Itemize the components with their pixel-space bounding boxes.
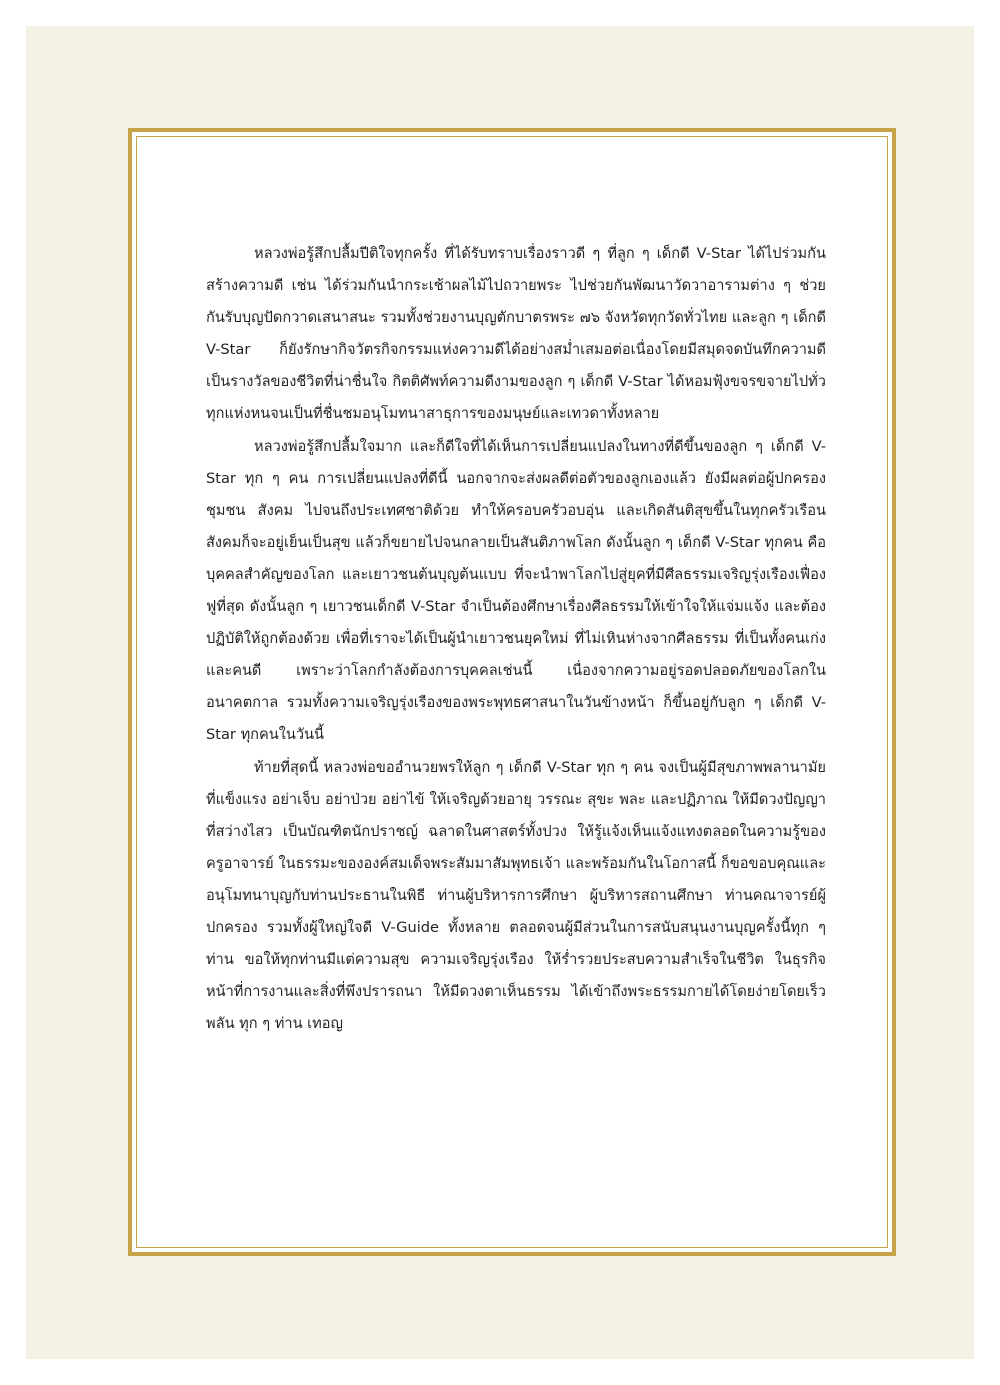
paragraph-3: ท้ายที่สุดนี้ หลวงพ่อขออำนวยพรให้ลูก ๆ เด็กดี V-Star ทุก ๆ คน จงเป็นผู้มีสุขภาพพลานามัยที่แข็งแรง อย่าเจ็บ อย่าป่วย อย่าไข้ ให้เจริญด้วยอายุ วรรณะ สุขะ พละ และปฏิภาณ ให้มีดวงปัญญาที่สว่างไสว เป็นบัณฑิตนักปราชญ์ ฉลาดในศาสตร์ทั้งปวง ให้รู้แจ้งเห็นแจ้งแทงตลอดในความรู้ของครูอาจารย์ ในธรรมะขององค์สมเด็จพระสัมมาสัมพุทธเจ้า และพร้อมกันในโอกาสนี้ ก็ขอขอบคุณและอนุโมทนาบุญกับท่านประธานในพิธี ท่านผู้บริหารการศึกษา ผู้บริหารสถานศึกษา ท่านคณาจารย์ผู้ปกครอง รวมทั้งผู้ใหญ่ใจดี V-Guide ทั้งหลาย ตลอดจนผู้มีส่วนในการสนับสนุนงานบุญครั้งนี้ทุก ๆ ท่าน ขอให้ทุกท่านมีแต่ความสุข ความเจริญรุ่งเรือง ให้ร่ำรวยประสบความสำเร็จในชีวิต ในธุรกิจหน้าที่การงานและสิ่งที่พึงปรารถนา ให้มีดวงตาเห็นธรรม ได้เข้าถึงพระธรรมกายได้โดยง่ายโดยเร็วพลัน ทุก ๆ ท่าน เทอญ	[206, 758, 826, 1033]
paragraph-1: หลวงพ่อรู้สึกปลื้มปีติใจทุกครั้ง ที่ได้รับทราบเรื่องราวดี ๆ ที่ลูก ๆ เด็กดี V-Star ได้ไปร่วมกันสร้างความดี เช่น ได้ร่วมกันนำกระเช้าผลไม้ไปถวายพระ ไปช่วยกันพัฒนาวัดวาอารามต่าง ๆ ช่วยกันรับบุญปัดกวาดเสนาสนะ รวมทั้งช่วยงานบุญตักบาตรพระ ๗๖ จังหวัดทุกวัดทั่วไทย และลูก ๆ เด็กดี V-Star ก็ยังรักษากิจวัตรกิจกรรมแห่งความดีได้อย่างสม่ำเสมอต่อเนื่องโดยมีสมุดจดบันทึกความดีเป็นรางวัลของชีวิตที่น่าชื่นใจ กิตติศัพท์ความดีงามของลูก ๆ เด็กดี V-Star ได้หอมฟุ้งขจรขจายไปทั่วทุกแห่งหนจนเป็นที่ชื่นชมอนุโมทนาสาธุการของมนุษย์และเทวดาทั้งหลาย	[206, 245, 826, 423]
letter-body	[206, 238, 826, 1040]
paragraph-2: หลวงพ่อรู้สึกปลื้มใจมาก และก็ดีใจที่ได้เห็นการเปลี่ยนแปลงในทางที่ดีขึ้นของลูก ๆ เด็กดี V-Star ทุก ๆ คน การเปลี่ยนแปลงที่ดีนี้ นอกจากจะส่งผลดีต่อตัวของลูกเองแล้ว ยังมีผลต่อผู้ปกครอง ชุมชน สังคม ไปจนถึงประเทศชาติด้วย ทำให้ครอบครัวอบอุ่น และเกิดสันติสุขขึ้นในทุกครัวเรือน สังคมก็จะอยู่เย็นเป็นสุข แล้วก็ขยายไปจนกลายเป็นสันติภาพโลก ดังนั้นลูก ๆ เด็กดี V-Star ทุกคน คือบุคคลสำคัญของโลก และเยาวชนต้นบุญต้นแบบ ที่จะนำพาโลกไปสู่ยุคที่มีศีลธรรมเจริญรุ่งเรืองเฟื่องฟูที่สุด ดังนั้นลูก ๆ เยาวชนเด็กดี V-Star จำเป็นต้องศึกษาเรื่องศีลธรรมให้เข้าใจให้แจ่มแจ้ง และต้องปฏิบัติให้ถูกต้องด้วย เพื่อที่เราจะได้เป็นผู้นำเยาวชนยุคใหม่ ที่ไม่เหินห่างจากศีลธรรม ที่เป็นทั้งคนเก่งและคนดี เพราะว่าโลกกำลังต้องการบุคคลเช่นนี้ เนื่องจากความอยู่รอดปลอดภัยของโลกในอนาคตกาล รวมทั้งความเจริญรุ่งเรืองของพระพุทธศาสนาในวันข้างหน้า ก็ขึ้นอยู่กับลูก ๆ เด็กดี V-Star ทุกคนในวันนี้	[206, 437, 826, 744]
